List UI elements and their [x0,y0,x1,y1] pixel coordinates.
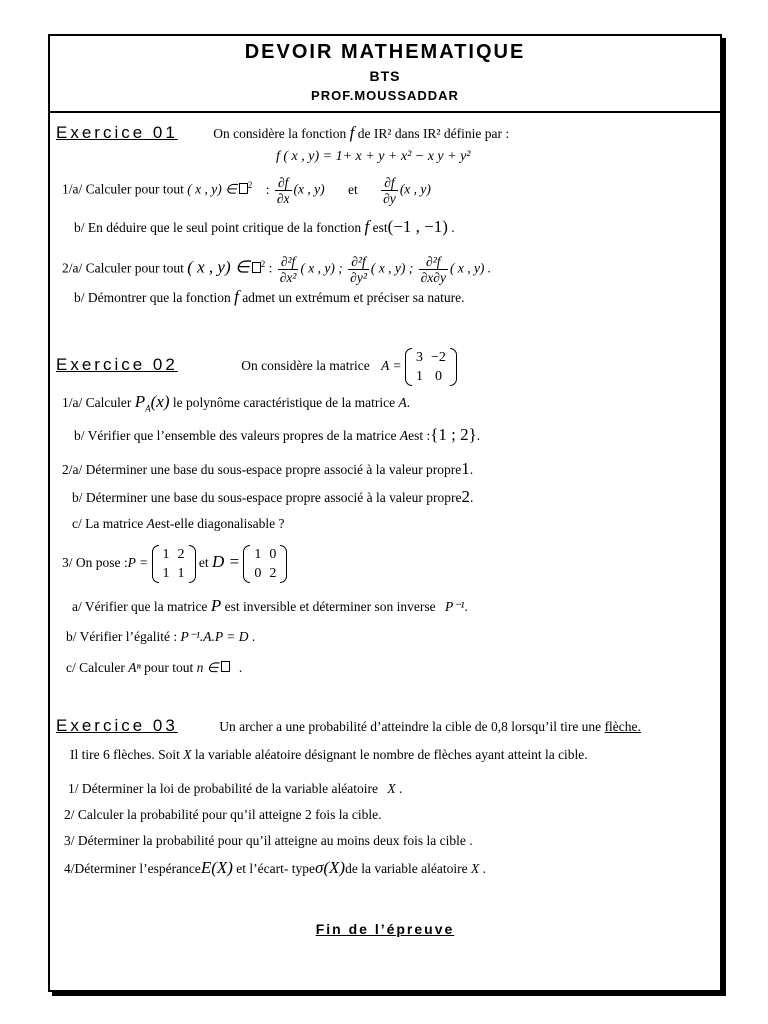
second-partial-xx-num: ∂²f [278,254,299,270]
second-partial-xx [278,254,299,285]
reals-symbol-icon [239,183,248,194]
ex2-q3a-text: a/ Vérifier que la matrice [72,599,208,614]
ex2-q2b: b/ Déterminer une base du sous-espace propre associé à la valeur propre2. [72,487,474,506]
second-partial-yy [348,254,369,285]
ex2-q2b-text: b/ Déterminer une base du sous-espace propre associé à la valeur propre [72,490,462,505]
ex1-q2b-rest: admet un extrémum et préciser sa nature. [242,290,465,305]
ex2-q1b-text: b/ Vérifier que l’ensemble des valeurs propres de la matrice [74,428,397,443]
ex1-q2a-arg2: ( x , y) ; [370,260,414,276]
ex2-q2c-text: c/ La matrice [72,516,144,531]
end-of-exam: Fin de l’épreuve [315,921,455,937]
ex3-line2 [70,746,588,764]
eigenvalue-2: 2 [461,487,470,506]
ex3-q4-mid: et l’écart- type [236,861,315,876]
ex1-q1a-domain: ( x , y) ∈ [187,181,237,197]
ex3-title: Exercice 03 [56,716,178,735]
matrix-D-cell: 0 [269,546,277,562]
ex1-q2a-arg1: ( x , y) ; [300,260,343,276]
ex3-q4-text: 4/Déterminer l’espérance [64,861,201,876]
matrix-A-label: A = [381,358,402,373]
ex1-q1a-text: 1/a/ Calculer pour tout [62,181,184,197]
ex2-q3c-n: n ∈ [196,660,219,675]
matrix-D [243,545,287,583]
ex2-q2c [72,515,285,533]
similarity-equation: P⁻¹.A.P = D [180,629,249,644]
ex2-q3c-rest: pour tout [144,660,194,675]
ex2-title: Exercice 02 [56,355,178,374]
char-poly: $P_A(x)$ [134,392,170,414]
reals-symbol-icon [252,262,261,273]
ex1-intro-f: f [349,123,355,142]
ex3-line2-a: Il tire 6 flèches. Soit [70,747,180,762]
ex2-q1b: b/ Vérifier que l’ensemble des valeurs propres de la matrice Aest :{1 ; 2}. [74,425,481,444]
ex1-formula: f ( x , y) = 1+ x + y + x² − x y + y² [276,149,471,164]
matrix-A [405,348,457,386]
ex2-q3a-P: P [210,596,222,615]
ex2-q1b-est: est : [408,428,431,443]
exam-sheet [48,34,722,992]
exam-header [50,36,720,113]
ex2-q2c-rest: est-elle diagonalisable ? [154,516,285,531]
ex2-q1a-A: A [398,395,407,410]
critical-point: (−1 , −1) [387,217,448,236]
ex2-q2c-A: A [146,516,155,531]
second-partial-yy-den: ∂y² [350,270,367,285]
ex1-q1b-est: est [372,220,388,235]
ex2-q3b-text: b/ Vérifier l’égalité : [66,629,178,644]
ex2-q2a-text: 2/a/ Déterminer une base du sous-espace propre associé à la valeur propre [62,462,462,477]
ex2-q2a: 2/a/ Déterminer une base du sous-espace propre associé à la valeur propre1. [62,459,474,478]
ex2-q3b: b/ Vérifier l’égalité : P⁻¹.A.P = D . [66,629,256,644]
matrix-D-label: D = [212,552,240,571]
second-partial-xx-den: ∂x² [279,270,297,285]
partial-fx-fraction [275,175,292,206]
ex1-q2b-f: f [234,287,239,306]
ex3-q4-X: X [471,861,480,876]
ex1-q1b: b/ En déduire que le seul point critique de la fonction f est(−1 , −1) . [74,217,455,236]
professor-name: PROF.MOUSSADDAR [311,88,459,103]
ex2-q1a: 1/a/ Calculer $P_A(x)$ le polynôme caractéristique de la matrice A. [62,392,411,414]
exam-title: DEVOIR MATHEMATIQUE [244,41,526,63]
matrix-P-cell: 1 [162,546,170,562]
matrix-D-cell: 1 [254,546,262,562]
ex2-q3c: c/ Calculer Aⁿ pour tout n ∈ . [66,660,243,675]
ex2-q1a-text: 1/a/ Calculer [62,395,132,410]
ex1-q1b-text: b/ En déduire que le seul point critique de la fonction [74,220,362,235]
matrix-A-cell: 0 [434,368,442,384]
naturals-symbol-icon [221,661,230,672]
matrix-P-label: P = [127,555,149,570]
partial-fy-num: ∂f [381,175,398,191]
ex2-q1a-rest: le polynôme caractéristique de la matrice [172,395,396,410]
ex1-intro: On considère la fonction [213,126,347,141]
ex1-q2a-colon: : [268,260,273,276]
ex3-q4-rest: de la variable aléatoire [345,861,468,876]
ex1-q2a: 2/a/ Calculer pour tout ( x , y) ∈ $^2$ : $\frac{\text{∂²f}}{\text{∂x²}}$ ( x , y) ; $\frac{\text{∂²f}}{\text{∂y²}}$ ( x , y) ; $\frac{\text{∂²f}}{\partial x\partial y}$ ( x , y) . [62,254,492,285]
ex3-line2-b: la variable aléatoire désignant le nombre de flèches ayant atteint la cible. [194,747,588,762]
inverse-P: P⁻¹ [445,599,465,614]
matrix-A-cell: 3 [416,349,424,365]
ex2-heading-line [56,343,457,388]
ex2-q3-text: 3/ On pose : [62,555,128,570]
ex1-q1a-arg2: (x , y) [399,181,431,197]
ex1-q2a-arg3: ( x , y) . [449,260,492,276]
ex1-q2a-text: 2/a/ Calculer pour tout [62,260,184,276]
matrix-A-cell: 1 [416,368,424,384]
ex3-line2-X: X [183,747,192,762]
ex1-q2b [74,288,464,307]
partial-fy-fraction [381,175,398,206]
ex3-heading-line [56,717,641,736]
ex2-q3a-rest: est inversible et déterminer son inverse [224,599,436,614]
second-partial-xy [419,254,448,285]
matrix-P-cell: 2 [177,546,185,562]
matrix-P [152,545,196,583]
partial-fx-den: ∂x [276,191,290,206]
ex3-q4: 4/Déterminer l’espéranceE(X) et l’écart- typeσ(X)de la variable aléatoire X . [64,858,487,877]
ex3-q3: 3/ Déterminer la probabilité pour qu’il atteigne au moins deux fois la cible . [64,833,473,848]
matrix-P-cell: 1 [177,565,185,581]
eigenvalue-set: {1 ; 2} [430,425,477,444]
standard-deviation: σ(X) [314,858,346,877]
ex1-title: Exercice 01 [56,123,178,142]
ex2-q3a: a/ Vérifier que la matrice P est inversible et déterminer son inverse P⁻¹. [72,596,468,615]
ex1-heading-line [56,124,509,143]
ex2-q3-and: et [198,555,209,570]
ex2-intro: On considère la matrice [241,358,370,373]
ex3-q1: 1/ Déterminer la loi de probabilité de la variable aléatoire X . [68,781,403,796]
partial-fy-den: ∂y [383,191,396,206]
ex1-q1a-and: et [348,181,358,197]
second-partial-xy-den: ∂x∂y [420,270,446,285]
matrix-A-cell: −2 [431,349,446,365]
ex3-q2: 2/ Calculer la probabilité pour qu’il atteigne 2 fois la cible. [64,807,382,822]
matrix-D-cell: 0 [254,565,262,581]
ex1-q1b-f: f [364,217,370,236]
ex3-intro-end: flèche. [604,719,641,734]
ex1-q2a-domain: ( x , y) ∈ [187,257,250,277]
ex1-q2b-text: b/ Démontrer que la fonction [74,290,231,305]
eigenvalue-1: 1 [461,459,470,478]
ex2-q3 [62,540,287,585]
exam-level: BTS [369,68,401,84]
power-A-n: Aⁿ [128,660,141,675]
ex1-q1a-arg1: (x , y) [293,181,325,197]
ex1-intro-rest: de IR² dans IR² définie par : [357,126,510,141]
expectation: E(X) [200,858,233,877]
ex3-q1-X: X [387,781,396,796]
matrix-P-cell: 1 [162,565,170,581]
matrix-D-cell: 2 [269,565,277,581]
second-partial-xy-num: ∂²f [419,254,448,270]
ex3-intro: Un archer a une probabilité d’atteindre la cible de 0,8 lorsqu’il tire une [219,719,602,734]
ex1-q1a: 1/a/ Calculer pour tout ( x , y) ∈ $^2$ : $\frac{\partial f}{\partial x}$ (x , y) et $\frac{\partial f}{\partial y}$ (x , y) [62,175,431,206]
ex2-q3c-text: c/ Calculer [66,660,125,675]
second-partial-yy-num: ∂²f [348,254,369,270]
ex3-q1-text: 1/ Déterminer la loi de probabilité de la variable aléatoire [68,781,378,796]
ex1-q1a-colon: : [265,181,270,197]
partial-fx-num: ∂f [275,175,292,191]
ex2-q1b-A: A [399,428,409,443]
